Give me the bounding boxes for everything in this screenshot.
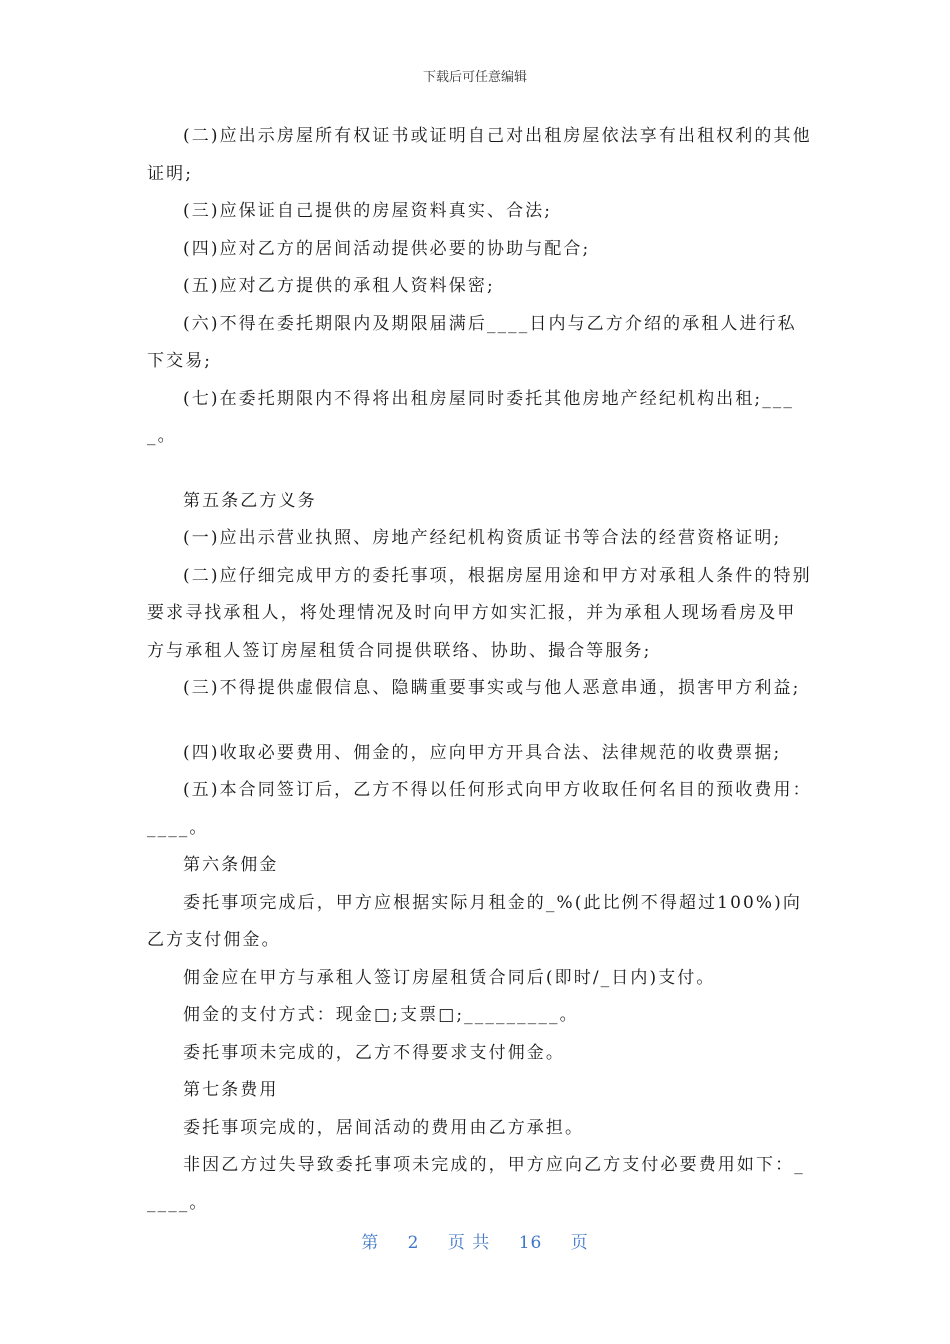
paragraph-fees-incomplete: 非因乙方过失导致委托事项未完成的，甲方应向乙方支付必要费用如下：_____。: [147, 1155, 805, 1213]
paragraph-commission-method: 佣金的支付方式：现金□;支票□;_________。: [183, 1005, 579, 1025]
document-body: [147, 118, 815, 1222]
paragraph-owner-duty-6: (六)不得在委托期限内及期限届满后____日内与乙方介绍的承租人进行私下交易;: [147, 313, 797, 371]
paragraph-owner-duty-4: (四)应对乙方的居间活动提供必要的协助与配合;: [183, 238, 591, 259]
paragraph-commission-rate: 委托事项完成后，甲方应根据实际月租金的_%(此比例不得超过100%)向乙方支付佣金。: [147, 892, 803, 950]
spacer: [147, 708, 815, 735]
paragraph-owner-duty-7: (七)在委托期限内不得将出租房屋同时委托其他房地产经纪机构出租;____。: [147, 388, 794, 446]
spacer: [147, 456, 815, 483]
footer-suffix: 页: [570, 1233, 589, 1253]
page-footer: [0, 1228, 950, 1253]
paragraph-agent-duty-2: (二)应仔细完成甲方的委托事项，根据房屋用途和甲方对承租人条件的特别要求寻找承租人，将处理情况及时向甲方如实汇报，并为承租人现场看房及甲方与承租人签订房屋租赁合同提供联络、协助、撮合等服务;: [147, 565, 812, 661]
paragraph-owner-duty-5: (五)应对乙方提供的承租人资料保密;: [183, 276, 495, 296]
paragraph-fees-completed: 委托事项完成的，居间活动的费用由乙方承担。: [183, 1117, 585, 1138]
paragraph-agent-duty-3: (三)不得提供虚假信息、隐瞒重要事实或与他人恶意串通，损害甲方利益;: [183, 678, 801, 698]
page-header: 下载后可任意编辑: [422, 70, 527, 85]
paragraph-agent-duty-5: (五)本合同签订后，乙方不得以任何形式向甲方收取任何名目的预收费用：____。: [147, 780, 812, 838]
footer-total-pages: 16: [518, 1233, 543, 1253]
section-heading-article-6: 第六条佣金: [183, 855, 279, 875]
paragraph-commission-timing: 佣金应在甲方与承租人签订房屋租赁合同后(即时/_日内)支付。: [183, 967, 716, 988]
footer-page-number: 2: [407, 1233, 420, 1253]
paragraph-owner-duty-2: (二)应出示房屋所有权证书或证明自己对出租房屋依法享有出租权利的其他证明;: [147, 126, 812, 184]
footer-middle: 页 共: [447, 1233, 491, 1253]
footer-prefix: 第: [361, 1233, 380, 1253]
paragraph-agent-duty-1: (一)应出示营业执照、房地产经纪机构资质证书等合法的经营资格证明;: [183, 528, 782, 548]
paragraph-owner-duty-3: (三)应保证自己提供的房屋资料真实、合法;: [183, 201, 553, 221]
section-heading-article-7: 第七条费用: [183, 1080, 279, 1100]
paragraph-agent-duty-4: (四)收取必要费用、佣金的，应向甲方开具合法、法律规范的收费票据;: [183, 742, 782, 763]
section-heading-article-5: 第五条乙方义务: [183, 490, 317, 511]
paragraph-commission-incomplete: 委托事项未完成的，乙方不得要求支付佣金。: [183, 1042, 565, 1063]
